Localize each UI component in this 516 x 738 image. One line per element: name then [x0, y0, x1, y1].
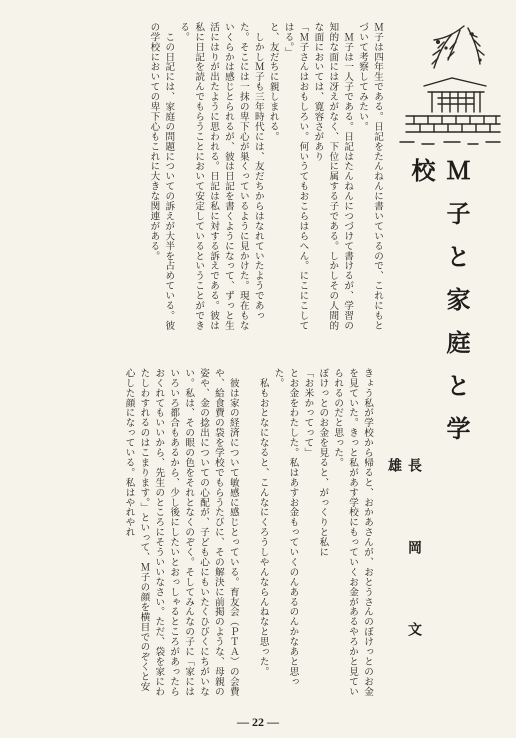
author-name: 長 岡 文 雄 [386, 458, 422, 704]
landscape-vignette-icon [394, 20, 506, 150]
article-title: Ｍ子と家庭と学校 [407, 158, 471, 459]
body-text-upper: Ｍ子は四年生である。日記をたんねんに書いているので、これにもとづいて考察してみたい。 Ｍ子は一人子である。日記はたんねんにつづけて書けるが、学習の知的な面には冴えがなく、下位に属する子である。しかしその人間的な面においては、寛容さがあり 「Ｍ子さんはおもしろい。何いうてもおこらはらへん。にこにこしてはる。」 と、友だちに親しまれる。 しかしＭ子も三年時代には、友だちからはなれていたようであった。そこには一抹の卑下心が巣くっているように見かけた。現在もないくらかは感じとられるが、彼は日記を書くようになって、ずっと生活にはりが出たように思われる。日記は私に対する訴えである。彼は私に日記を読んでもらうことにおいて安定しているということができる。 この日記には、家庭の問題についての訴えが大半を占めている。彼の学校においての卑下心もこれに大きな関連がある。 [148, 22, 383, 331]
page-number: ― 22 ― [237, 715, 279, 729]
body-text-lower: きょう私が学校から帰ると、おかあさんが、おとうさんのぼけっとのお金を見ていた。きっと私があす学校にもっていくお金があるやろかと見ていられるのだと思った。 ぼけっとのお金を見ると、がっくりと私に 「お米かってって」 とお金をわたした。私はあすお金もっていくのんあるのんかなあと思った。 私もおとなになると、こんなにくろうしやんならんねなと思った。 彼は家の経済について敏感に感じとっている。育友会（ＰＴＡ）の会費や、給食費の袋を学校でもらうたびに、その解決に前掲のような、母親の姿や、金の捻出についての心配が、子ども心にもいたくひびくにちがいない。私は、その眼の色をそれとなくのぞく。そしてみんなの子に「家にはいろいろ都合もあるから、少し後にしたいとおっしゃるところがあったらおくれてもいいから、先生のところにそういいなさい。ただ、袋を家にわたしわすれるのはこまります。」といって、Ｍ子の顔を横目でのぞくと安心した顔になっている。私はやれやれ [123, 368, 373, 697]
